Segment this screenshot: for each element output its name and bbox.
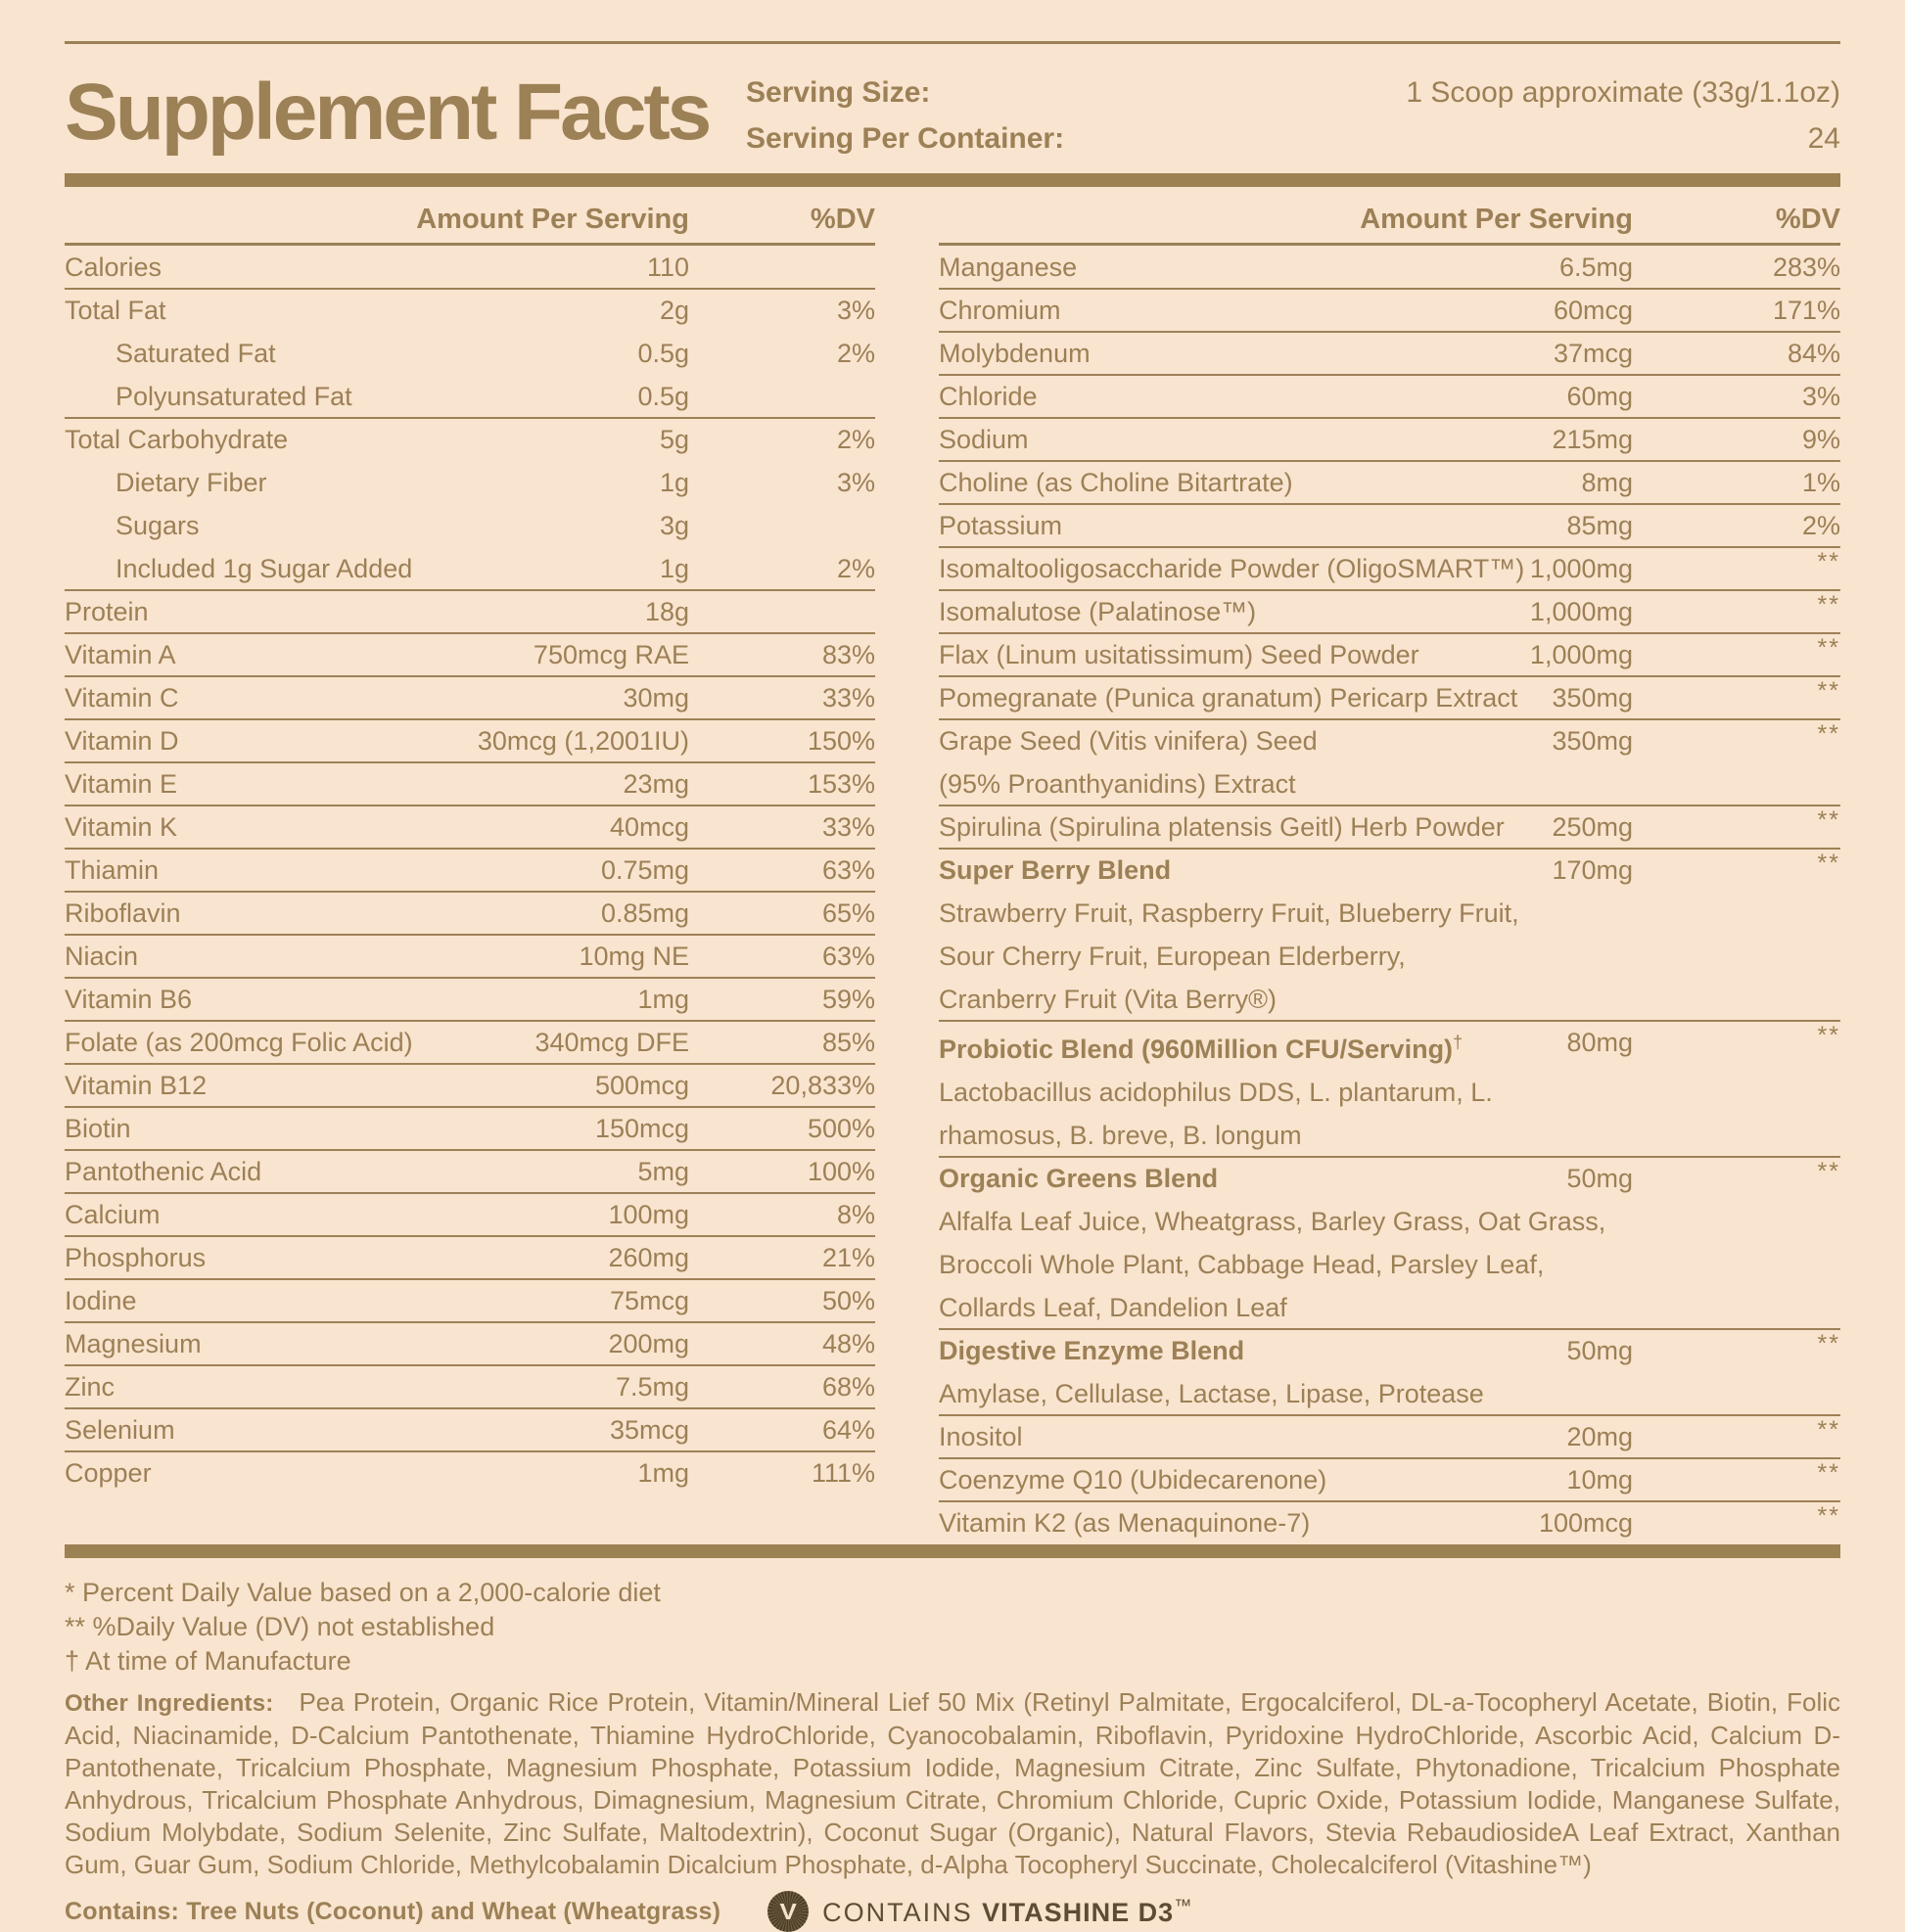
nutrient-label: Niacin — [65, 942, 139, 971]
nutrient-table-left — [65, 193, 875, 1544]
table-row — [65, 461, 875, 504]
table-row — [939, 719, 1840, 805]
nutrient-table-right — [939, 193, 1840, 1544]
nutrient-dv: 83% — [821, 640, 875, 669]
table-row — [939, 1458, 1840, 1501]
vitashine-brand: VITASHINE D3 — [982, 1897, 1175, 1927]
nutrient-label: Vitamin K — [65, 812, 178, 842]
nutrient-amount: 23mg — [623, 769, 689, 799]
nutrient-label: Chloride — [939, 382, 1038, 411]
nutrient-dv: 85% — [821, 1028, 875, 1057]
nutrient-label: Saturated Fat — [116, 339, 276, 368]
nutrient-amount: 6.5mg — [1558, 253, 1633, 282]
allergen-line — [65, 1891, 1840, 1932]
nutrient-amount: 0.85mg — [600, 898, 689, 928]
nutrient-label: Probiotic Blend (960Million CFU/Serving)† Lactobacillus acidophilus DDS, L. plantarum, L. rhamosus, B. breve, B. longum — [939, 1021, 1840, 1157]
vitashine-tm: ™ — [1174, 1895, 1194, 1915]
nutrient-label: Vitamin B6 — [65, 985, 193, 1014]
table-row — [939, 1157, 1840, 1329]
nutrient-dv: 2% — [1801, 511, 1840, 540]
nutrient-amount: 0.5g — [637, 339, 689, 368]
nutrient-amount: 3g — [659, 511, 689, 540]
nutrient-label: Pomegranate (Punica granatum) Pericarp Extract — [939, 683, 1518, 713]
header-bar — [65, 173, 1840, 187]
table-row — [939, 1021, 1840, 1157]
nutrient-label: Included 1g Sugar Added — [116, 554, 413, 583]
nutrient-label: Spirulina (Spirulina platensis Geitl) Herb Powder — [939, 812, 1505, 842]
table-row — [65, 719, 875, 762]
nutrient-dv: ** — [1817, 1330, 1840, 1357]
nutrient-label: Chromium — [939, 296, 1061, 325]
nutrient-amount: 80mg — [1566, 1028, 1633, 1057]
nutrient-label: Dietary Fiber — [116, 468, 267, 497]
nutrient-label: Iodine — [65, 1286, 137, 1315]
nutrient-sub-label: Cranberry Fruit (Vita Berry®) — [939, 985, 1277, 1014]
table-row — [939, 1415, 1840, 1458]
nutrient-label: Digestive Enzyme Blend Amylase, Cellulase, Lactase, Lipase, Protease — [939, 1329, 1840, 1415]
nutrient-amount: 50mg — [1566, 1336, 1633, 1365]
table-row — [65, 1064, 875, 1107]
nutrient-dv: ** — [1817, 1459, 1840, 1487]
nutrient-amount: 30mg — [623, 683, 689, 713]
vitashine-statement — [822, 1896, 1193, 1928]
nutrient-label: Polyunsaturated Fat — [116, 382, 352, 411]
nutrient-label: Vitamin C — [65, 683, 179, 713]
nutrient-amount: 30mcg (1,2001IU) — [477, 726, 689, 756]
nutrient-dv: 150% — [807, 726, 875, 756]
nutrient-sub-label: Alfalfa Leaf Juice, Wheatgrass, Barley Grass, Oat Grass, — [939, 1207, 1606, 1236]
nutrient-amount: 260mg — [608, 1243, 689, 1272]
nutrient-dv: ** — [1817, 634, 1840, 662]
serving-size-row — [746, 69, 1840, 115]
nutrient-dv: ** — [1817, 1416, 1840, 1444]
table-row — [65, 504, 875, 547]
nutrient-dv: ** — [1817, 850, 1840, 877]
nutrient-dv: ** — [1817, 591, 1840, 619]
nutrient-label: Sodium — [939, 425, 1029, 454]
nutrient-dv: 48% — [821, 1329, 875, 1358]
nutrient-amount: 0.5g — [637, 382, 689, 411]
nutrient-label: Copper — [65, 1458, 152, 1488]
nutrient-amount: 37mcg — [1553, 339, 1633, 368]
table-row — [939, 332, 1840, 375]
nutrient-amount: 35mcg — [609, 1415, 689, 1445]
nutrient-label: Molybdenum — [939, 339, 1091, 368]
nutrient-label: Biotin — [65, 1114, 131, 1143]
table-row — [939, 633, 1840, 676]
nutrient-label: Potassium — [939, 511, 1063, 540]
nutrient-amount: 150mcg — [594, 1114, 689, 1143]
nutrient-amount: 1mg — [637, 985, 689, 1014]
amount-per-serving-header: Amount Per Serving — [1360, 204, 1633, 235]
table-row — [939, 849, 1840, 1021]
table-row — [65, 289, 875, 332]
nutrient-amount: 100mg — [608, 1200, 689, 1229]
table-row — [65, 1408, 875, 1451]
nutrient-dv: ** — [1817, 1022, 1840, 1049]
nutrient-dv: 64% — [821, 1415, 875, 1445]
table-row — [65, 849, 875, 892]
nutrient-sub-label: Collards Leaf, Dandelion Leaf — [939, 1293, 1287, 1322]
nutrient-dv: 3% — [836, 296, 875, 325]
table-header-row — [939, 193, 1840, 246]
footnote: ** %Daily Value (DV) not established — [65, 1612, 495, 1641]
nutrient-amount: 50mg — [1566, 1164, 1633, 1193]
nutrient-dv: 20,833% — [770, 1071, 875, 1100]
nutrient-label: Riboflavin — [65, 898, 181, 928]
table-row — [65, 633, 875, 676]
nutrient-label: Protein — [65, 597, 149, 626]
nutrient-label: Calories — [65, 253, 163, 282]
nutrient-amount: 8mg — [1581, 468, 1633, 497]
nutrient-amount: 340mcg DFE — [534, 1028, 689, 1057]
table-row — [939, 547, 1840, 590]
nutrient-label: Isomaltooligosaccharide Powder (OligoSMART™) — [939, 554, 1525, 583]
table-row — [65, 892, 875, 935]
nutrient-dv: ** — [1817, 1158, 1840, 1185]
nutrient-label: Thiamin — [65, 855, 160, 885]
nutrient-label: Sugars — [116, 511, 200, 540]
dv-header: %DV — [810, 204, 875, 235]
nutrient-label: Grape Seed (Vitis vinifera) Seed (95% Proanthyanidins) Extract — [939, 719, 1840, 805]
nutrient-dv: ** — [1817, 548, 1840, 575]
panel-header — [65, 66, 1840, 161]
nutrient-dv: 153% — [807, 769, 875, 799]
nutrient-label: Magnesium — [65, 1329, 202, 1358]
nutrient-sub-label: (95% Proanthyanidins) Extract — [939, 769, 1296, 799]
nutrient-dv: 2% — [836, 339, 875, 368]
nutrient-label: Vitamin E — [65, 769, 178, 799]
nutrient-dv: 100% — [807, 1157, 875, 1186]
nutrient-dv: 21% — [821, 1243, 875, 1272]
nutrient-amount: 60mcg — [1553, 296, 1633, 325]
nutrient-label: Selenium — [65, 1415, 175, 1445]
nutrient-dv: 59% — [821, 985, 875, 1014]
nutrient-amount: 1,000mg — [1529, 554, 1633, 583]
table-row — [65, 1107, 875, 1150]
table-row — [65, 1322, 875, 1365]
table-header-row — [65, 193, 875, 246]
nutrient-amount: 20mg — [1566, 1422, 1633, 1451]
nutrient-dv: ** — [1817, 1502, 1840, 1530]
nutrient-amount: 85mg — [1566, 511, 1633, 540]
nutrient-label: Manganese — [939, 253, 1078, 282]
nutrient-amount: 5g — [659, 425, 689, 454]
nutrient-tables — [65, 193, 1840, 1544]
table-row — [65, 332, 875, 375]
nutrient-label: Vitamin B12 — [65, 1071, 208, 1100]
allergen-statement: Contains: Tree Nuts (Coconut) and Wheat (Wheatgrass) — [65, 1897, 721, 1925]
nutrient-amount: 40mcg — [609, 812, 689, 842]
nutrient-amount: 100mcg — [1538, 1508, 1633, 1538]
nutrient-label: Vitamin D — [65, 726, 179, 756]
table-row — [939, 805, 1840, 849]
table-row — [65, 547, 875, 590]
nutrient-label: Calcium — [65, 1200, 161, 1229]
table-row — [939, 246, 1840, 289]
nutrient-dv: 8% — [836, 1200, 875, 1229]
table-row — [65, 1279, 875, 1322]
nutrient-label: Vitamin A — [65, 640, 176, 669]
nutrient-label: Inositol — [939, 1422, 1023, 1451]
serving-size-label: Serving Size: — [746, 76, 931, 109]
nutrient-amount: 1mg — [637, 1458, 689, 1488]
nutrient-dv: 3% — [1801, 382, 1840, 411]
nutrient-amount: 500mcg — [594, 1071, 689, 1100]
table-row — [939, 375, 1840, 418]
nutrient-amount: 200mg — [608, 1329, 689, 1358]
table-row — [65, 418, 875, 461]
nutrient-amount: 1,000mg — [1529, 640, 1633, 669]
nutrient-amount: 215mg — [1552, 425, 1633, 454]
top-divider — [65, 41, 1840, 44]
servings-per-container-row — [746, 115, 1840, 161]
serving-size-value: 1 Scoop approximate (33g/1.1oz) — [1406, 76, 1840, 109]
nutrient-dv: 2% — [836, 554, 875, 583]
nutrient-amount: 350mg — [1552, 726, 1633, 756]
nutrient-label: Organic Greens Blend Alfalfa Leaf Juice, Wheatgrass, Barley Grass, Oat Grass, Broccoli Whole Plant, Cabbage Head, Parsley Leaf, Collards Leaf, Dandelion Leaf — [939, 1157, 1840, 1329]
nutrient-amount: 250mg — [1552, 812, 1633, 842]
other-ingredients — [65, 1686, 1840, 1881]
table-row — [939, 418, 1840, 461]
table-row — [65, 1021, 875, 1064]
nutrient-dv: 63% — [821, 942, 875, 971]
table-row — [939, 504, 1840, 547]
nutrient-label: Phosphorus — [65, 1243, 207, 1272]
footnote: † At time of Manufacture — [65, 1646, 351, 1676]
amount-per-serving-header: Amount Per Serving — [416, 204, 689, 235]
servings-per-container-label: Serving Per Container: — [746, 122, 1065, 155]
vitashine-prefix: CONTAINS — [822, 1897, 983, 1927]
nutrient-dv: 3% — [836, 468, 875, 497]
nutrient-amount: 750mcg RAE — [533, 640, 689, 669]
nutrient-dv: 2% — [836, 425, 875, 454]
nutrient-dv: 84% — [1787, 339, 1840, 368]
nutrient-sub-label: rhamosus, B. breve, B. longum — [939, 1121, 1302, 1150]
table-row — [939, 289, 1840, 332]
nutrient-dv: 68% — [821, 1372, 875, 1402]
nutrient-sub-label: Broccoli Whole Plant, Cabbage Head, Parsley Leaf, — [939, 1250, 1545, 1279]
nutrient-label: Total Fat — [65, 296, 166, 325]
dv-header: %DV — [1775, 204, 1840, 235]
table-row — [65, 676, 875, 719]
nutrient-amount: 7.5mg — [615, 1372, 689, 1402]
table-row — [65, 1193, 875, 1236]
nutrient-label: Pantothenic Acid — [65, 1157, 262, 1186]
nutrient-amount: 18g — [644, 597, 689, 626]
nutrient-sub-label: Lactobacillus acidophilus DDS, L. plantarum, L. — [939, 1078, 1493, 1107]
nutrient-sub-label: Amylase, Cellulase, Lactase, Lipase, Protease — [939, 1379, 1484, 1408]
nutrient-amount: 2g — [659, 296, 689, 325]
table-row — [65, 1365, 875, 1408]
table-row — [65, 375, 875, 418]
nutrient-dv: ** — [1817, 720, 1840, 748]
nutrient-label: Folate (as 200mcg Folic Acid) — [65, 1028, 413, 1057]
table-row — [65, 590, 875, 633]
nutrient-amount: 10mg — [1566, 1465, 1633, 1495]
footer-bar — [65, 1544, 1840, 1558]
table-row — [65, 762, 875, 805]
serving-info — [746, 69, 1840, 161]
footnotes — [65, 1576, 1840, 1679]
vitashine-badge-icon — [767, 1891, 809, 1932]
table-row — [65, 246, 875, 289]
table-row — [65, 978, 875, 1021]
nutrient-dv: 1% — [1801, 468, 1840, 497]
nutrient-sub-label: Sour Cherry Fruit, European Elderberry, — [939, 942, 1406, 971]
nutrient-amount: 0.75mg — [600, 855, 689, 885]
nutrient-amount: 110 — [646, 253, 689, 282]
nutrient-dv: 111% — [811, 1458, 875, 1488]
nutrient-label: Flax (Linum usitatissimum) Seed Powder — [939, 640, 1419, 669]
nutrient-amount: 1g — [659, 468, 689, 497]
table-row — [65, 935, 875, 978]
table-row — [939, 676, 1840, 719]
table-row — [65, 1236, 875, 1279]
nutrient-label: Zinc — [65, 1372, 116, 1402]
servings-per-container-value: 24 — [1807, 122, 1840, 155]
footnote: * Percent Daily Value based on a 2,000-calorie diet — [65, 1578, 661, 1607]
nutrient-dv: 33% — [821, 812, 875, 842]
nutrient-label: Coenzyme Q10 (Ubidecarenone) — [939, 1465, 1327, 1495]
nutrient-amount: 60mg — [1566, 382, 1633, 411]
vitashine-badge-letter: V — [779, 1898, 797, 1925]
nutrient-dv: ** — [1817, 677, 1840, 705]
table-row — [939, 590, 1840, 633]
table-row — [65, 1150, 875, 1193]
page-title: Supplement Facts — [65, 68, 710, 157]
nutrient-amount: 350mg — [1552, 683, 1633, 713]
nutrient-dv: ** — [1817, 806, 1840, 834]
nutrient-dv: 63% — [821, 855, 875, 885]
nutrient-dv: 33% — [821, 683, 875, 713]
nutrient-dv: 500% — [807, 1114, 875, 1143]
nutrient-dv: 283% — [1772, 253, 1840, 282]
nutrient-label: Super Berry Blend Strawberry Fruit, Raspberry Fruit, Blueberry Fruit, Sour Cherry Fruit, European Elderberry, Cranberry Fruit (Vita Berry®) — [939, 849, 1840, 1021]
table-row — [65, 805, 875, 849]
nutrient-label: Vitamin K2 (as Menaquinone-7) — [939, 1508, 1311, 1538]
nutrient-dv: 65% — [821, 898, 875, 928]
nutrient-dv: 9% — [1801, 425, 1840, 454]
table-row — [939, 461, 1840, 504]
nutrient-dv: 50% — [821, 1286, 875, 1315]
nutrient-amount: 10mg NE — [579, 942, 689, 971]
table-row — [939, 1329, 1840, 1415]
nutrient-label: Choline (as Choline Bitartrate) — [939, 468, 1293, 497]
table-row — [939, 1501, 1840, 1544]
nutrient-amount: 75mcg — [609, 1286, 689, 1315]
nutrient-label: Isomalutose (Palatinose™) — [939, 597, 1257, 626]
nutrient-amount: 5mg — [637, 1157, 689, 1186]
other-ingredients-text: Pea Protein, Organic Rice Protein, Vitamin/Mineral Lief 50 Mix (Retinyl Palmitate, Ergocalciferol, DL-a-Tocopheryl Acetate, Biotin, Folic Acid, Niacinamide, D-Calcium Pantothenate, Thiamine HydroChloride, Cyanocobalamin, Riboflavin, Pyridoxine HydroChloride, Ascorbic Acid, Calcium D-Pantothenate, Tricalcium Phosphate, Magnesium Phosphate, Potassium Iodide, Magnesium Citrate, Zinc Sulfate, Phytonadione, Tricalcium Phosphate Anhydrous, Tricalcium Phosphate Anhydrous, Dimagnesium, Magnesium Citrate, Chromium Chloride, Cupric Oxide, Potassium Iodide, Manganese Sulfate, Sodium Molybdate, Sodium Selenite, Zinc Sulfate, Maltodextrin), Coconut Sugar (Organic), Natural Flavors, Stevia RebaudiosideA Leaf Extract, Xanthan Gum, Guar Gum, Sodium Chloride, Methylcobalamin Dicalcium Phosphate, d-Alpha Tocopheryl Succinate, Cholecalciferol (Vitashine™) — [65, 1687, 1840, 1879]
nutrient-dv: 171% — [1772, 296, 1840, 325]
nutrient-amount: 1g — [659, 554, 689, 583]
nutrient-amount: 1,000mg — [1529, 597, 1633, 626]
nutrient-amount: 170mg — [1552, 855, 1633, 885]
other-ingredients-label: Other Ingredients: — [65, 1690, 274, 1717]
table-row — [65, 1451, 875, 1495]
nutrient-label: Total Carbohydrate — [65, 425, 289, 454]
nutrient-sub-label: Strawberry Fruit, Raspberry Fruit, Blueberry Fruit, — [939, 898, 1519, 928]
